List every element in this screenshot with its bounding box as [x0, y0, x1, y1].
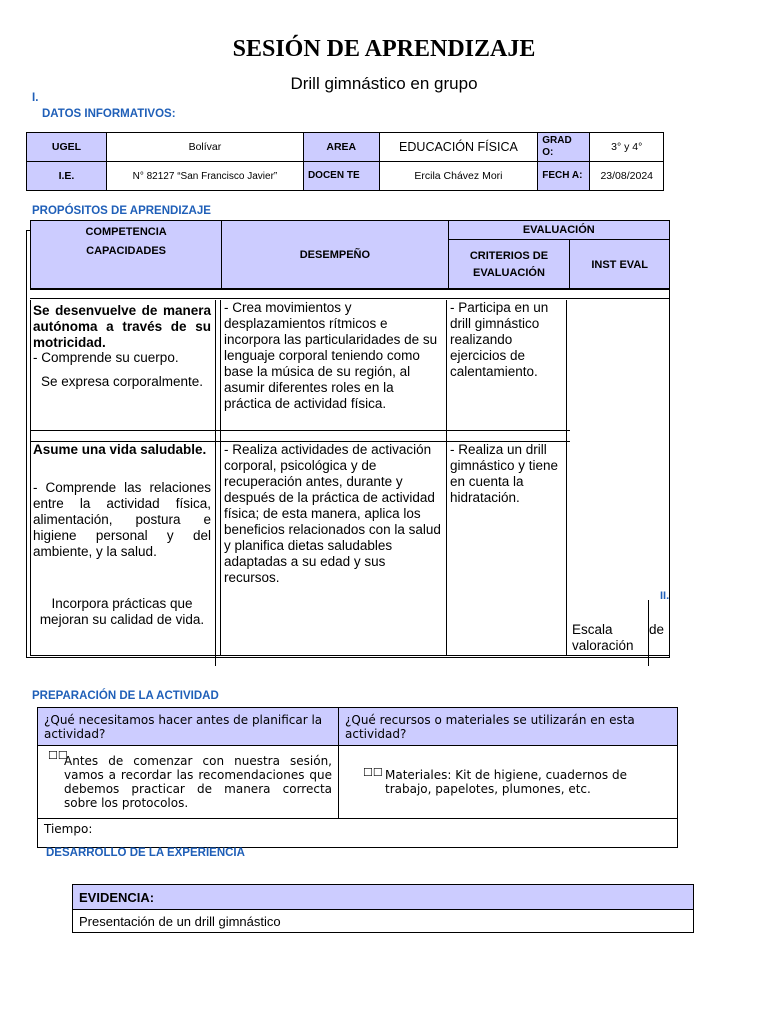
ie-value: N° 82127 “San Francisco Javier” — [106, 162, 303, 191]
row1-capacidad-a: - Comprende su cuerpo. — [33, 350, 179, 365]
prep-question-1: ¿Qué necesitamos hacer antes de planificar la actividad? — [38, 708, 339, 746]
section-number: I. — [32, 92, 39, 104]
desempeno-header: DESEMPEÑO — [222, 221, 448, 290]
datos-heading: DATOS INFORMATIVOS: — [42, 108, 176, 120]
ie-label: I.E. — [27, 162, 107, 191]
evaluacion-header: EVALUACIÓN — [448, 221, 669, 240]
grado-value: 3° y 4° — [590, 133, 664, 162]
page-title: SESIÓN DE APRENDIZAJE — [232, 36, 536, 62]
row2-competencia: Asume una vida saludable. — [33, 442, 207, 457]
info-table — [26, 132, 664, 191]
fecha-label: FECH A: — [538, 162, 590, 191]
evidencia-value: Presentación de un drill gimnástico — [73, 910, 694, 933]
stray-section-number: II. — [660, 590, 670, 602]
preparacion-heading: PREPARACIÓN DE LA ACTIVIDAD — [32, 690, 219, 702]
docente-value: Ercila Chávez Mori — [379, 162, 538, 191]
propositos-header — [30, 220, 670, 290]
inst-eval-header: INST EVAL — [570, 240, 670, 290]
row1-criterio: - Participa en un drill gimnástico realizando ejercicios de calentamiento. — [450, 300, 549, 379]
competencia-header — [31, 221, 222, 290]
evidencia-table — [72, 884, 694, 933]
competencia-header-label: COMPETENCIA — [85, 226, 167, 238]
row2-criterio: - Realiza un drill gimnástico y tiene en cuenta la hidratación. — [450, 442, 559, 505]
row2-capacidad-b: Incorpora prácticas que mejoran su calidad de vida. — [39, 596, 205, 627]
area-label: AREA — [303, 133, 379, 162]
preparacion-table — [37, 707, 678, 848]
inst-eval-value: Escala de valoración — [572, 622, 664, 653]
prep-answer-1-cell — [38, 746, 339, 819]
row2-capacidad-a: - Comprende las relaciones entre la actividad física, alimentación, postura e higiene personal y del ambiente, y la salud. — [33, 480, 211, 559]
checkbox-icon: ☐☐ — [363, 766, 383, 779]
row2-desempeno: - Realiza actividades de activación corporal, psicológica y de recuperación antes, durante y después de la práctica de actividad física; de esta manera, aplica los beneficios relacionados con la salud y planifica dietas saludables adaptadas a su edad y sus recursos. — [224, 442, 441, 585]
area-value: EDUCACIÓN FÍSICA — [379, 133, 538, 162]
ugel-label: UGEL — [27, 133, 107, 162]
row1-competencia: Se desenvuelve de manera autónoma a través de su motricidad. — [33, 303, 211, 350]
prep-answer-2: Materiales: Kit de higiene, cuadernos de trabajo, papelotes, plumones, etc. — [385, 768, 627, 796]
fecha-value: 23/08/2024 — [590, 162, 664, 191]
checkbox-icon: ☐☐ — [48, 749, 68, 762]
prep-answer-1: Antes de comenzar con nuestra sesión, vamos a recordar las recomendaciones que debemos practicar de manera correcta sobre los protocolos. — [64, 754, 332, 810]
row1-desempeno: - Crea movimientos y desplazamientos rítmicos e incorpora las particularidades de su lenguaje corporal teniendo como base la música de su región, al asumir diferentes roles en la práctica de actividad física. — [224, 300, 438, 411]
row1-capacidad-b: Se expresa corporalmente. — [40, 374, 204, 389]
prep-answer-2-cell — [339, 746, 678, 819]
docente-label: DOCEN TE — [303, 162, 379, 191]
grado-label: GRAD O: — [538, 133, 590, 162]
prep-question-2: ¿Qué recursos o materiales se utilizarán en esta actividad? — [339, 708, 678, 746]
evidencia-label: EVIDENCIA: — [73, 885, 694, 910]
desarrollo-heading: DESARROLLO DE LA EXPERIENCIA — [46, 847, 245, 859]
page-subtitle: Drill gimnástico en grupo — [290, 74, 478, 93]
criterios-header: CRITERIOS DE EVALUACIÓN — [448, 240, 570, 290]
ugel-value: Bolívar — [106, 133, 303, 162]
prep-tiempo: Tiempo: — [38, 819, 678, 848]
propositos-heading: PROPÓSITOS DE APRENDIZAJE — [32, 205, 211, 217]
capacidades-header-label: CAPACIDADES — [86, 245, 167, 257]
